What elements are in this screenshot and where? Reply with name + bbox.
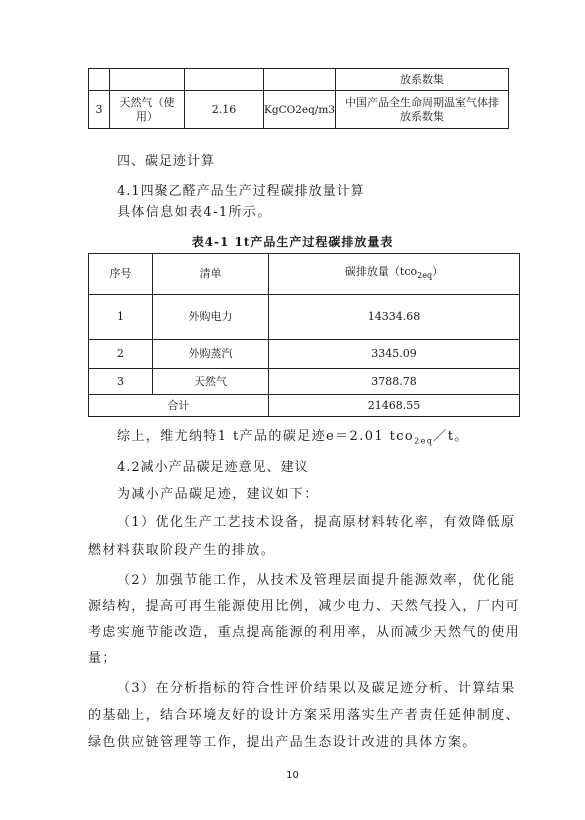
row-index: 3	[89, 91, 110, 129]
table-row	[89, 369, 520, 395]
intro-text: 具体信息如表4-1所示。	[117, 205, 272, 220]
cell-item: 天然气	[153, 369, 269, 395]
suggestion-2-line4: 量；	[88, 651, 117, 666]
cell-no: 2	[89, 340, 153, 369]
suggestion-3-line1: （3）在分析指标的符合性评价结果以及碳足迹分析、计算结果	[117, 681, 516, 696]
header-no: 序号	[89, 254, 153, 295]
cell-no: 3	[89, 369, 153, 395]
suggestion-1-line2: 燃材料获取阶段产生的排放。	[88, 543, 276, 558]
suggestion-3-line2: 的基础上，结合环境友好的设计方案采用落实生产者责任延伸制度、	[88, 708, 521, 723]
suggestion-3-line3: 绿色供应链管理等工作，提出产品生态设计改进的具体方案。	[88, 735, 477, 750]
section-heading-4-2: 4.2减小产品碳足迹意见、建议	[117, 460, 309, 475]
suggestion-1-line1: （1）优化生产工艺技术设备，提高原材料转化率，有效降低原	[117, 515, 516, 530]
page-number: 10	[286, 770, 299, 781]
section-heading-4-1: 4.1四聚乙醛产品生产过程碳排放量计算	[117, 184, 365, 199]
cell-value: 14334.68	[269, 295, 520, 340]
total-row	[89, 395, 520, 417]
suggestion-2-line3: 考虑实施节能改造，重点提高能源的利用率，从而减少天然气的使用	[88, 625, 521, 640]
table-cell	[110, 69, 185, 91]
cell-item: 外购电力	[153, 295, 269, 340]
table-cell	[89, 69, 110, 91]
header-emission: 碳排放量（tco$_{2eq}$）	[269, 254, 520, 295]
cell-value: 3345.09	[269, 340, 520, 369]
suggestion-2-line1: （2）加强节能工作，从技术及管理层面提升能源效率，优化能	[117, 573, 516, 588]
fuel-name: 天然气（使用）	[110, 91, 185, 129]
carbon-emission-table	[88, 253, 520, 417]
cell-value: 3788.78	[269, 369, 520, 395]
table-cell: 放系数集	[336, 69, 509, 91]
table-cell	[264, 69, 336, 91]
factor-source: 中国产品全生命周期温室气体排放系数集	[336, 91, 509, 129]
summary-text: 综上，维尤纳特1 t产品的碳足迹e＝2.01 tco$_{2eq}$／t。	[117, 429, 469, 446]
emission-factor-table	[88, 68, 509, 129]
section-heading-4: 四、碳足迹计算	[117, 154, 216, 169]
suggestion-intro: 为减小产品碳足迹，建议如下：	[117, 487, 319, 502]
table-caption: 表4-1 1t产品生产过程碳排放量表	[191, 235, 394, 249]
factor-unit: KgCO2eq/m3	[264, 91, 336, 129]
header-item: 清单	[153, 254, 269, 295]
total-value: 21468.55	[269, 395, 520, 417]
table-cell	[185, 69, 264, 91]
suggestion-2-line2: 源结构，提高可再生能源使用比例，减少电力、天然气投入，厂内可	[88, 599, 521, 614]
cell-item: 外购蒸汽	[153, 340, 269, 369]
table-row	[89, 295, 520, 340]
table-row	[89, 340, 520, 369]
cell-no: 1	[89, 295, 153, 340]
factor-value: 2.16	[185, 91, 264, 129]
total-label: 合计	[89, 395, 269, 417]
